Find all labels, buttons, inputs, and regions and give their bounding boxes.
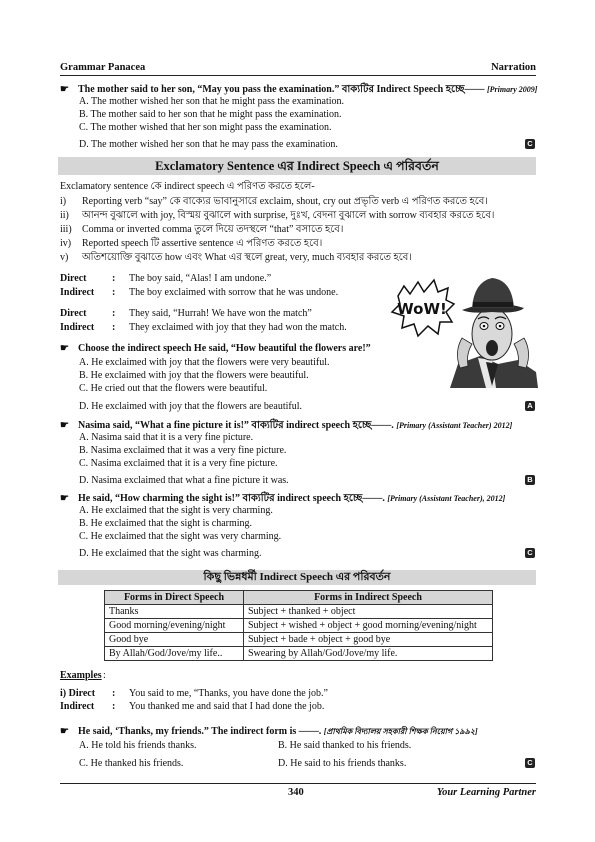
example-indirect: Indirect : They exclaimed with joy that they had won the match. xyxy=(60,322,347,333)
page-header xyxy=(60,61,536,76)
table-row xyxy=(105,619,493,633)
option-a: A. Nasima said that it is a very fine picture. xyxy=(79,432,254,443)
forms-table xyxy=(104,590,493,661)
table-cell: Good morning/evening/night xyxy=(105,619,244,633)
question-source: [Primary (Assistant Teacher) 2012] xyxy=(396,421,513,430)
table-cell: Subject + thanked + object xyxy=(244,605,493,619)
chapter-title: Narration xyxy=(491,62,536,73)
table-header-row xyxy=(105,591,493,605)
option-d: D. He exclaimed that the sight was charming. xyxy=(79,548,262,559)
examples-colon: : xyxy=(103,670,106,681)
page-number: 340 xyxy=(288,787,304,798)
option-b: B. Nasima exclaimed that it was a very fine picture. xyxy=(79,445,287,456)
option-d: D. Nasima exclaimed that what a fine picture it was. xyxy=(79,475,289,486)
answer-badge: C xyxy=(525,758,535,768)
option-a: A. He exclaimed with joy that the flowers were very beautiful. xyxy=(79,357,330,368)
table-cell: Subject + bade + object + good bye xyxy=(244,633,493,647)
question-stem: He said, “How charming the sight is!” বাক্যটির indirect speech হচ্ছে——. xyxy=(78,493,385,504)
example-direct: Direct : The boy said, “Alas! I am undone.” xyxy=(60,273,272,284)
option-b: B. He said thanked to his friends. xyxy=(278,740,412,751)
section-title-different-forms: কিছু ভিন্নধর্মী Indirect Speech এর পরিবর্তন xyxy=(58,570,536,585)
table-cell: Swearing by Allah/God/Jove/my life. xyxy=(244,647,493,661)
rule-item: v) অতিশয়োক্তি বুঝাতে how এবং What এর স্থলে great, very, much ব্যবহার করতে হবে। xyxy=(60,252,412,263)
question-stem: He said, ‘Thanks, my friends.” The indirect form is ——. xyxy=(78,726,322,737)
answer-badge: C xyxy=(525,139,535,149)
rule-item: iv) Reported speech টি assertive sentence এ পরিণত করতে হবে। xyxy=(60,238,323,249)
table-cell: Subject + wished + object + good morning/evening/night xyxy=(244,619,493,633)
column-header: Forms in Direct Speech xyxy=(105,591,244,605)
rule-item: i) Reporting verb “say” কে বাক্যের ভাবানুসারে exclaim, shout, cry out প্রভৃতি verb এ পরিণত করতে হবে। xyxy=(60,196,488,207)
pointing-hand-icon: ☛ xyxy=(60,726,69,737)
wow-text: WoW! xyxy=(397,300,447,318)
pointing-hand-icon: ☛ xyxy=(60,343,69,354)
question-source: [Primary 2009] xyxy=(486,85,538,94)
section-title-exclamatory: Exclamatory Sentence এর Indirect Speech এ পরিবর্তন xyxy=(58,157,536,175)
example-indirect: Indirect : You thanked me and said that I had done the job. xyxy=(60,701,325,712)
rule-item: ii) আনন্দ বুঝালে with joy, বিস্ময় বুঝালে with surprise, দুঃখ, বেদনা বুঝালে with sorrow ব্যবহার করতে হবে। xyxy=(60,210,495,221)
rule-item: iii) Comma or inverted comma তুলে দিয়ে তদস্থলে “that” বসাতে হবে। xyxy=(60,224,344,235)
question-source: [প্রাথমিক বিদ্যালয় সহকারী শিক্ষক নিয়োগ ১৯৯২] xyxy=(323,727,478,736)
pointing-hand-icon: ☛ xyxy=(60,84,69,95)
option-a: A. He exclaimed that the sight is very charming. xyxy=(79,505,273,516)
option-c: C. He exclaimed that the sight was very charming. xyxy=(79,531,282,542)
option-b: B. He exclaimed that the sight is charming. xyxy=(79,518,253,529)
option-d: D. The mother wished her son that he may pass the examination. xyxy=(79,139,338,150)
option-b: B. The mother said to her son that he might pass the examination. xyxy=(79,109,342,120)
answer-badge: A xyxy=(525,401,535,411)
answer-badge: B xyxy=(525,475,535,485)
question-5 xyxy=(60,726,536,739)
option-d: D. He exclaimed with joy that the flowers are beautiful. xyxy=(79,401,302,412)
pointing-hand-icon: ☛ xyxy=(60,420,69,431)
table-row xyxy=(105,605,493,619)
table-cell: By Allah/God/Jove/my life.. xyxy=(105,647,244,661)
column-header: Forms in Indirect Speech xyxy=(244,591,493,605)
option-a: A. The mother wished her son that he might pass the examination. xyxy=(79,96,345,107)
question-stem: Choose the indirect speech He said, “How beautiful the flowers are!” xyxy=(78,343,371,354)
option-a: A. He told his friends thanks. xyxy=(79,740,197,751)
pointing-hand-icon: ☛ xyxy=(60,493,69,504)
examples-heading: Examples xyxy=(60,670,102,681)
table-row xyxy=(105,647,493,661)
question-stem: The mother said to her son, “May you pass the examination.” বাক্যটির Indirect Speech হচ্ছে—— xyxy=(78,84,485,95)
option-c: C. The mother wished that her son might pass the examination. xyxy=(79,122,332,133)
answer-badge: C xyxy=(525,548,535,558)
example-direct: i) Direct : You said to me, “Thanks, you have done the job.” xyxy=(60,688,328,699)
option-d: D. He said to his friends thanks. xyxy=(278,758,407,769)
table-cell: Thanks xyxy=(105,605,244,619)
page-footer xyxy=(60,783,536,800)
table-cell: Good bye xyxy=(105,633,244,647)
man-figure xyxy=(450,278,538,388)
section-intro: Exclamatory sentence কে indirect speech এ পরিণত করতে হলে- xyxy=(60,181,315,192)
footer-tagline: Your Learning Partner xyxy=(436,787,536,798)
question-2 xyxy=(60,343,536,354)
example-direct: Direct : They said, “Hurrah! We have won the match” xyxy=(60,308,312,319)
question-stem: Nasima said, “What a fine picture it is!” বাক্যটির indirect speech হচ্ছে——. xyxy=(78,420,394,431)
example-indirect: Indirect : The boy exclaimed with sorrow that he was undone. xyxy=(60,287,339,298)
option-c: C. Nasima exclaimed that it is a very fine picture. xyxy=(79,458,278,469)
table-row xyxy=(105,633,493,647)
book-title: Grammar Panacea xyxy=(60,62,146,73)
option-c: C. He cried out that the flowers were beautiful. xyxy=(79,383,268,394)
option-c: C. He thanked his friends. xyxy=(79,758,184,769)
wow-speech-bubble xyxy=(392,280,454,336)
question-source: [Primary (Assistant Teacher), 2012] xyxy=(387,494,506,503)
surprised-man-illustration xyxy=(388,268,538,388)
option-b: B. He exclaimed with joy that the flowers were beautiful. xyxy=(79,370,309,381)
